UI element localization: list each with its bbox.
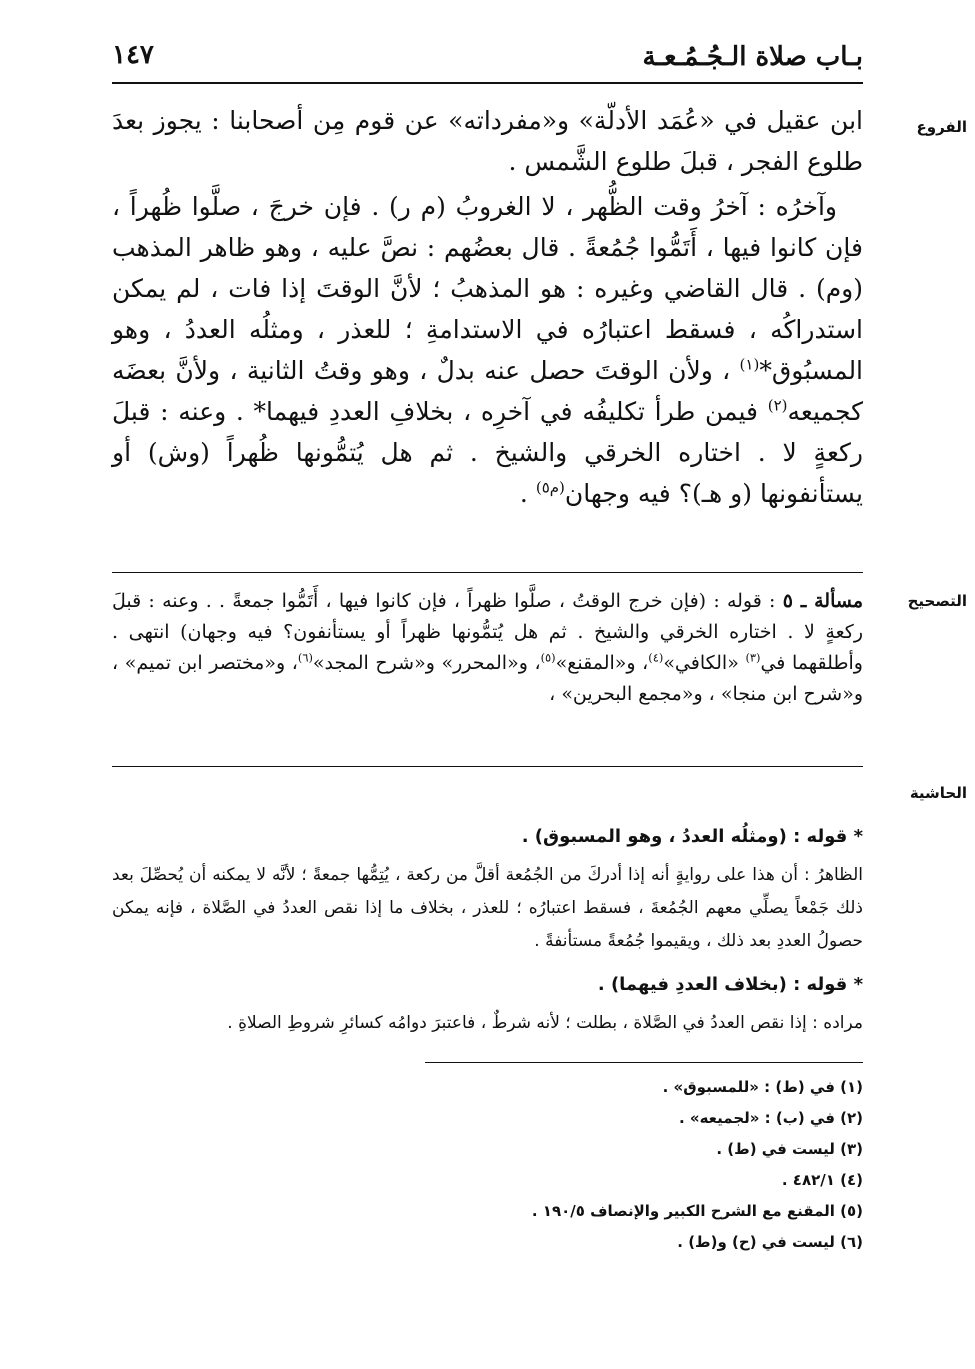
taseeh-text-run: : قوله : (فإن خرج الوقتُ ، صلَّوا ظهراً ، فإن كانوا فيها ، أَتَمُّوا جمعةً . . وعنه : قبلَ ركعةٍ لا . اختاره الخرقي والشيخ . ثم هل يُتمُّونها ظهراً أو يستأنفون؟ فيه وجهان) انتهى . وأطلقهما في (112, 590, 863, 674)
footnote: (٥) المقنع مع الشرح الكبير والإنصاف ١٩٠/٥ . (531, 1202, 863, 1220)
footnote-ref: (٢) (767, 396, 788, 415)
label-furu: الفروع (916, 118, 967, 136)
running-header (112, 30, 863, 76)
section-rule (112, 572, 863, 573)
footnote: (٣) ليست في (ط) . (716, 1140, 863, 1158)
footnote-ref: (م٥) (535, 478, 565, 497)
footnote-ref: (٣) (745, 650, 761, 665)
taseeh-paragraph (112, 586, 863, 710)
footnote-ref: (١) (739, 355, 760, 374)
footnote: (٤) ٤٨٢/١ . (781, 1171, 863, 1189)
gloss-body: مراده : إذا نقص العددُ في الصَّلاة ، بطلت ؛ لأنه شرطٌ ، فاعتبرَ دوامُه كسائرِ شروطِ الصلاةِ . (227, 1013, 863, 1033)
main-text-run: فيمن طرأ تكليفُه في آخرِه ، بخلافِ العددِ فيهما* . وعنه : قبلَ ركعةٍ لا . اختاره الخرقي والشيخ . ثم هل يُتمُّونها ظُهراً (وش) أو يستأنفونها (و هـ)؟ فيه وجهان (112, 397, 863, 508)
footnote-ref: (٦) (297, 650, 313, 665)
gloss-heading (112, 968, 863, 1001)
header-rule (112, 82, 863, 84)
label-taseeh: التصحيح (907, 592, 967, 610)
gloss-heading-text: قوله : (بخلاف العددِ فيهما) . (597, 974, 848, 995)
page-number: ١٤٧ (112, 40, 154, 70)
main-text (112, 100, 863, 514)
taseeh-text-run: ، و«المقنع» (555, 652, 649, 674)
section-rule (112, 766, 863, 767)
main-text-run: . (519, 479, 528, 508)
star-marker: * (853, 974, 863, 995)
issue-number: مسألة ـ ٥ (782, 590, 863, 612)
star-marker: * (853, 826, 863, 847)
footnote-ref: (٥) (540, 650, 556, 665)
main-text-run: ، ولأن الوقتَ حصل عنه بدلٌ ، وهو وقتُ الثانية ، ولأنَّ بعضَه كجميعه (112, 356, 864, 426)
label-hashiya: الحاشية (909, 784, 967, 802)
taseeh-text-run: ، و«المحرر» و«شرح المجد» (312, 652, 541, 674)
footnote: (٢) في (ب) : «لجميعه» . (678, 1109, 863, 1127)
hashiya-section (112, 820, 863, 1050)
gloss-heading-text: قوله : (ومثلُه العددُ ، وهو المسبوق) . (521, 826, 848, 847)
gloss-heading (112, 820, 863, 853)
chapter-title: بـاب صلاة الـجُـمُـعـة (642, 42, 863, 72)
gloss-body: الظاهرُ : أن هذا على روايةٍ أنه إذا أدركَ من الجُمُعة أقلَّ من ركعة ، يُتِمُّها جمعةً ؛ لأنَّه لا يمكنه أن يُحصِّلَ بعد ذلك جَمْعاً يصلِّي معهم الجُمُعةَ ، فسقط اعتبارُه ؛ للعذر ، بخلاف ما إذا نقص العددُ في الصَّلاة ، فإنه يمكن حصولُ العددِ بعد ذلك ، ويقيموا جُمُعةً مستأنفةً . (112, 865, 863, 951)
footnotes (163, 1072, 863, 1258)
footnote: (١) في (ط) : «للمسبوق» . (662, 1078, 863, 1096)
main-paragraph-2 (112, 186, 863, 514)
taseeh-text-run: ، و«مختصر ابن تميم» ، و«شرح ابن منجا» ، و«مجمع البحرين» ، (112, 652, 863, 705)
main-text-run: وآخرُه : آخرُ وقت الظُّهر ، لا الغروبُ (م ر) . فإن خرجَ ، صلَّوا ظُهراً ، فإن كانوا فيها ، أَتَمُّوا جُمُعةً . قال بعضُهم : نصَّ عليه ، وهو ظاهر المذهب (وم) . قال القاضي وغيره : هو المذهبُ ؛ لأنَّ الوقتَ إذا فات ، لم يمكن استدراكُه ، فسقط اعتبارُه في الاستدامةِ ؛ للعذر ، ومثلُه العددُ ، وهو المسبُوق* (112, 192, 864, 385)
footnote: (٦) ليست في (ح) و(ط) . (677, 1233, 863, 1251)
footnote-ref: (٤) (648, 650, 664, 665)
taseeh-section (112, 586, 863, 710)
main-paragraph-1: ابن عقيل في «عُمَد الأدلّة» و«مفرداته» عن قوم مِن أصحابنا : يجوز بعدَ طلوع الفجر ، قبلَ طلوع الشَّمس . (112, 106, 863, 176)
footnote-rule (425, 1062, 863, 1063)
taseeh-text-run: «الكافي» (663, 652, 739, 674)
